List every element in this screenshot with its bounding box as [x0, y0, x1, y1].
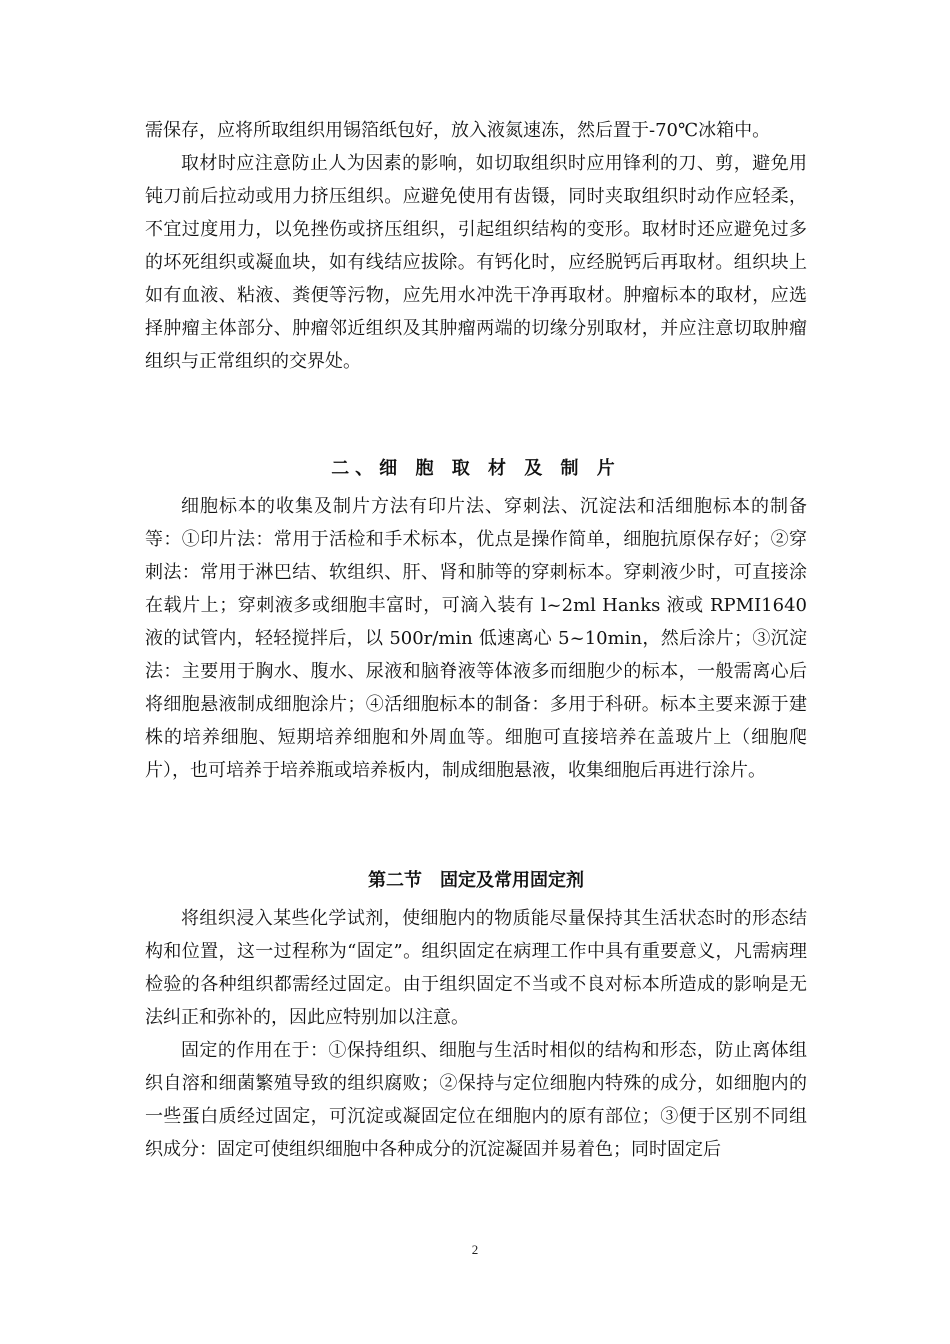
page-number: 2 — [471, 1242, 479, 1257]
intro-text-block — [145, 114, 807, 378]
paragraph-storage: 需保存，应将所取组织用锡箔纸包好，放入液氮速冻，然后置于-70℃冰箱中。 — [145, 120, 771, 141]
fixation-text-block — [145, 902, 807, 1166]
section-heading-cell-sampling: 二、细 胞 取 材 及 制 片 — [331, 458, 621, 479]
section-heading-fixation: 第二节 固定及常用固定剂 — [368, 870, 584, 891]
paragraph-fixation-purpose: 固定的作用在于：①保持组织、细胞与生活时相似的结构和形态，防止离体组织自溶和细菌繁殖导致的组织腐败；②保持与定位细胞内特殊的成分，如细胞内的一些蛋白质经过固定，可沉淀或凝固定位在细胞内的原有部位；③便于区别不同组织成分：固定可使组织细胞中各种成分的沉淀凝固并易着色；同时固定后 — [145, 1040, 807, 1160]
paragraph-sampling-precautions: 取材时应注意防止人为因素的影响，如切取组织时应用锋利的刀、剪，避免用钝刀前后拉动或用力挤压组织。应避免使用有齿镊，同时夹取组织时动作应轻柔，不宜过度用力，以免挫伤或挤压组织，引起组织结构的变形。取材时还应避免过多的坏死组织或凝血块，如有线结应拔除。有钙化时，应经脱钙后再取材。组织块上如有血液、粘液、粪便等污物，应先用水冲洗干净再取材。肿瘤标本的取材，应选择肿瘤主体部分、肿瘤邻近组织及其肿瘤两端的切缘分别取材，并应注意切取肿瘤组织与正常组织的交界处。 — [145, 153, 807, 372]
cell-sampling-text-block — [145, 490, 807, 787]
paragraph-fixation-definition: 将组织浸入某些化学试剂，使细胞内的物质能尽量保持其生活状态时的形态结构和位置，这一过程称为“固定”。组织固定在病理工作中具有重要意义，凡需病理检验的各种组织都需经过固定。由于组织固定不当或不良对标本所造成的影响是无法纠正和弥补的，因此应特别加以注意。 — [145, 908, 807, 1028]
paragraph-cell-preparation: 细胞标本的收集及制片方法有印片法、穿刺法、沉淀法和活细胞标本的制备等：①印片法：常用于活检和手术标本，优点是操作简单，细胞抗原保存好；②穿刺法：常用于淋巴结、软组织、肝、肾和肺等的穿刺标本。穿刺液少时，可直接涂在载片上；穿刺液多或细胞丰富时，可滴入装有 l~2ml Hanks 液或 RPMI1640 液的试管内，轻轻搅拌后，以 500r/min 低速离心 5~10min，然后涂片；③沉淀法：主要用于胸水、腹水、尿液和脑脊液等体液多而细胞少的标本，一般需离心后将细胞悬液制成细胞涂片；④活细胞标本的制备：多用于科研。标本主要来源于建株的培养细胞、短期培养细胞和外周血等。细胞可直接培养在盖玻片上（细胞爬片），也可培养于培养瓶或培养板内，制成细胞悬液，收集细胞后再进行涂片。 — [145, 496, 807, 781]
